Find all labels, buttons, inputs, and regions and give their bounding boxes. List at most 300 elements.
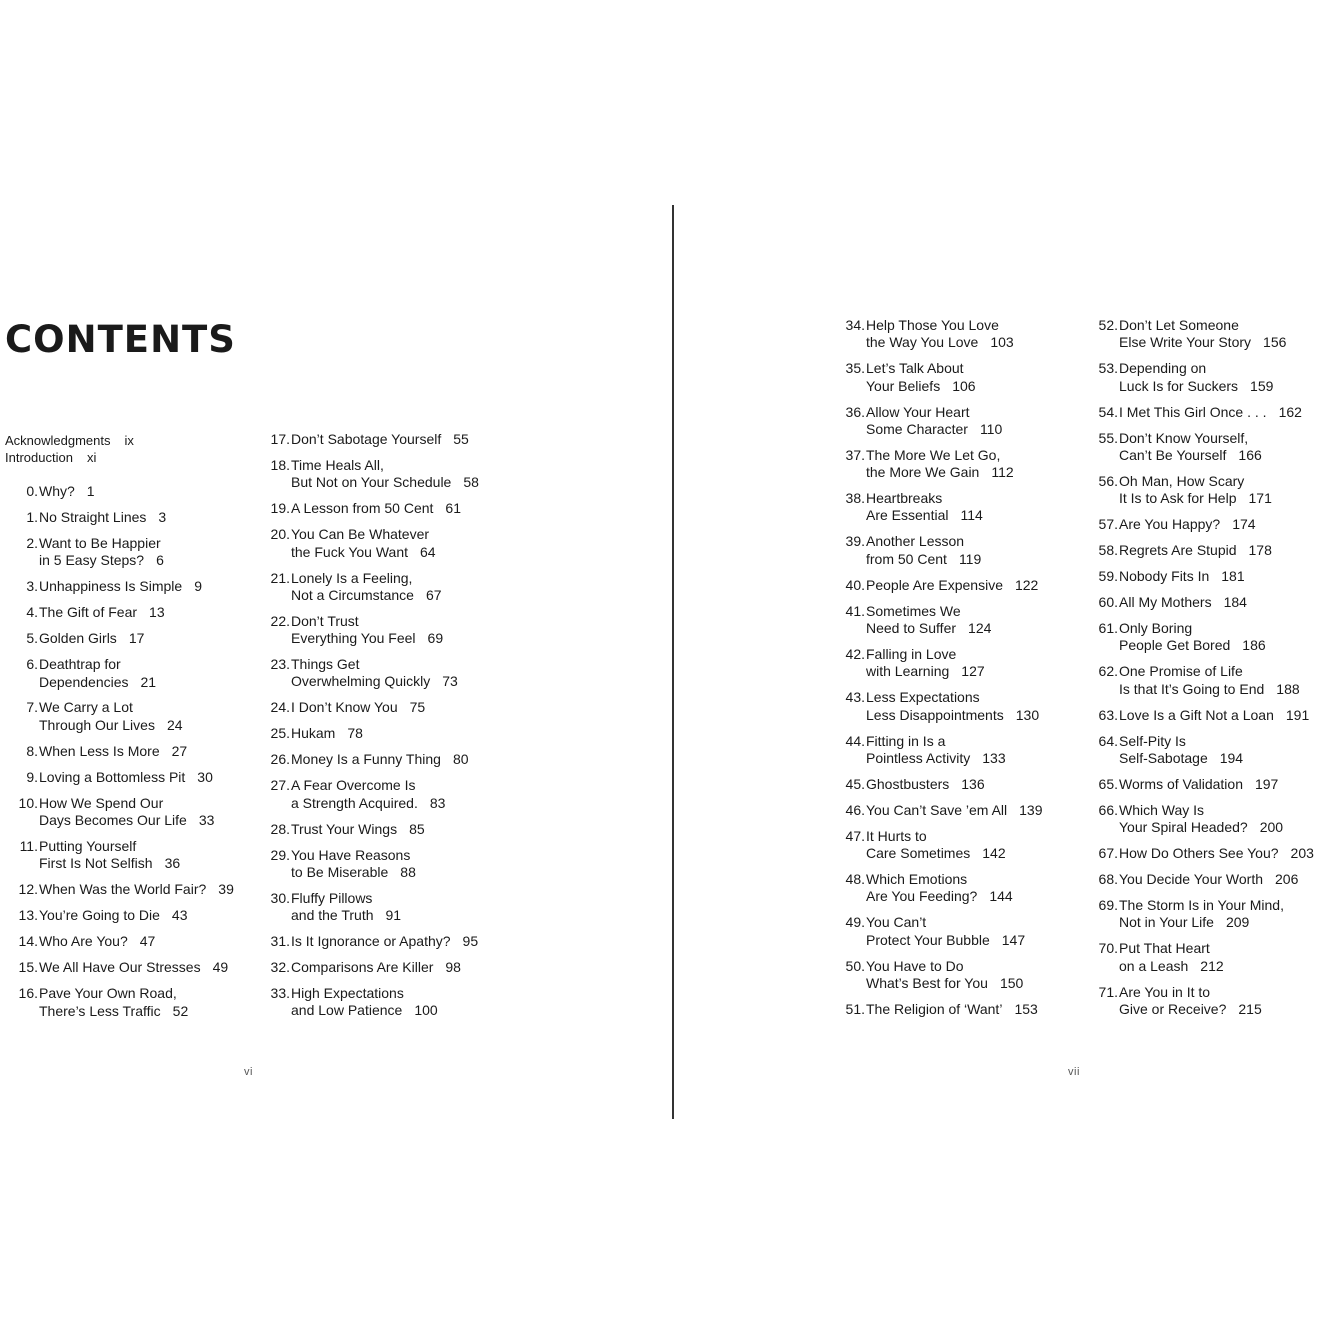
- chapter-number: 56.: [1098, 472, 1118, 489]
- chapter-title: [39, 769, 213, 786]
- chapter-title: [39, 630, 144, 647]
- chapter-title-text: the Fuck You Want: [291, 543, 408, 560]
- chapter-title-text: Self-Pity Is: [1119, 732, 1186, 749]
- chapter-number: 53.: [1098, 360, 1118, 377]
- chapter-page-number: 174: [1232, 516, 1256, 533]
- chapter-title-line: [291, 985, 438, 1002]
- chapter-title-line: [39, 604, 165, 621]
- chapter-title: [39, 795, 214, 830]
- chapter-title-line: [1119, 594, 1247, 611]
- chapter-title-text: You Have to Do: [866, 957, 964, 974]
- chapter-title-line: [866, 577, 1038, 594]
- chapter-title-line: [866, 378, 976, 395]
- chapter-title-line: [291, 821, 425, 838]
- chapter-page-number: 36: [164, 855, 181, 872]
- chapter-title-text: Comparisons Are Killer: [291, 959, 434, 976]
- page-title: CONTENTS: [5, 318, 236, 361]
- chapter-number: 57.: [1098, 516, 1118, 533]
- chapter-title: [1119, 360, 1273, 395]
- chapter-title: [39, 907, 187, 924]
- chapter-title-line: [291, 933, 478, 950]
- chapter-page-number: 27: [171, 742, 188, 759]
- chapter-title-line: [866, 845, 1006, 862]
- chapter-title-text: on a Leash: [1119, 957, 1189, 974]
- chapter-page-number: 13: [149, 604, 165, 621]
- chapter-number: 28.: [270, 820, 290, 837]
- chapter-title-line: [866, 802, 1042, 819]
- chapter-title: [866, 603, 991, 638]
- page-gutter: [672, 205, 674, 1119]
- front-matter-label: Acknowledgments: [5, 433, 111, 448]
- chapter-number: 39.: [845, 533, 865, 550]
- chapter-title-text: Need to Suffer: [866, 619, 957, 636]
- chapter-title-text: Days Becomes Our Life: [39, 812, 187, 829]
- chapter-title-text: Are You Happy?: [1119, 516, 1221, 533]
- chapter-title: [1119, 776, 1278, 793]
- chapter-page-number: 197: [1254, 775, 1279, 792]
- chapter-number: 61.: [1098, 620, 1118, 637]
- chapter-title-text: Unhappiness Is Simple: [39, 578, 183, 595]
- chapter-number: 54.: [1098, 403, 1118, 420]
- chapter-title: [291, 431, 469, 448]
- chapter-title-line: [39, 535, 164, 552]
- chapter-number: 0.: [26, 483, 38, 499]
- chapter-title-line: [866, 317, 1014, 334]
- chapter-title-line: [39, 795, 214, 812]
- chapter-title: [39, 509, 166, 526]
- chapter-title-text: Self-Sabotage: [1119, 749, 1208, 766]
- chapter-title-line: [866, 707, 1039, 724]
- chapter-title: [291, 821, 425, 838]
- chapter-title: [39, 578, 202, 595]
- chapter-title-text: A Lesson from 50 Cent: [291, 500, 434, 517]
- chapter-page-number: 21: [140, 673, 157, 690]
- chapter-title-line: [291, 673, 458, 690]
- chapter-page-number: 98: [445, 959, 461, 976]
- chapter-number: 40.: [845, 576, 865, 593]
- chapter-title-text: The Religion of ‘Want’: [866, 1000, 1003, 1017]
- chapter-page-number: 178: [1248, 542, 1272, 559]
- chapter-title-line: [866, 932, 1025, 949]
- chapter-page-number: 95: [462, 933, 479, 950]
- chapter-page-number: 171: [1248, 490, 1272, 507]
- chapter-title-line: [1119, 845, 1314, 862]
- chapter-page-number: 75: [409, 699, 426, 716]
- chapter-title-line: [39, 630, 144, 647]
- chapter-title-line: [291, 847, 416, 864]
- chapter-page-number: 17: [128, 630, 145, 647]
- chapter-title: [866, 958, 1023, 993]
- chapter-title-text: Not a Circumstance: [291, 586, 414, 603]
- chapter-number: 36.: [845, 403, 865, 420]
- chapter-page-number: 114: [960, 507, 983, 524]
- chapter-title-line: [1119, 733, 1243, 750]
- chapter-title: [1119, 542, 1272, 559]
- chapter-title-line: [39, 1003, 188, 1020]
- chapter-number: 60.: [1098, 594, 1118, 611]
- chapter-title: [291, 656, 458, 691]
- chapter-page-number: 159: [1250, 377, 1274, 394]
- chapter-title-line: [1119, 707, 1309, 724]
- chapter-title-line: [1119, 473, 1272, 490]
- chapter-title-text: Only Boring: [1119, 620, 1193, 637]
- chapter-title-text: Allow Your Heart: [866, 403, 970, 420]
- chapter-title: [39, 959, 228, 976]
- chapter-title-line: [866, 776, 985, 793]
- chapter-title-text: Regrets Are Stupid: [1119, 542, 1237, 559]
- chapter-number: 9.: [26, 768, 38, 785]
- chapter-title-text: How Do Others See You?: [1119, 845, 1279, 862]
- chapter-title: [866, 1001, 1038, 1018]
- chapter-number: 65.: [1098, 775, 1118, 792]
- chapter-page-number: 188: [1276, 680, 1300, 697]
- chapter-title-line: [39, 959, 228, 976]
- chapter-number: 41.: [845, 602, 865, 619]
- chapter-title: [39, 985, 188, 1020]
- chapter-title: [291, 457, 479, 492]
- chapter-title-line: [291, 959, 461, 976]
- chapter-title-line: [39, 717, 183, 734]
- chapter-page-number: 52: [172, 1002, 189, 1019]
- chapter-title: [291, 699, 425, 716]
- chapter-title-line: [866, 958, 1023, 975]
- front-matter-item[interactable]: [5, 432, 134, 449]
- chapter-title: [291, 751, 469, 768]
- chapter-title: [39, 933, 155, 950]
- chapter-title-line: [291, 431, 469, 448]
- chapter-title-text: Are You Feeding?: [866, 888, 978, 905]
- chapter-page-number: 58: [463, 474, 479, 491]
- chapter-title: [1119, 802, 1283, 837]
- chapter-title-text: Don’t Trust: [291, 612, 359, 629]
- chapter-title-line: [1119, 750, 1243, 767]
- chapter-number: 31.: [270, 933, 290, 950]
- chapter-number: 12.: [18, 881, 38, 898]
- chapter-page-number: 112: [991, 464, 1014, 481]
- chapter-title-text: Deathtrap for: [39, 656, 121, 673]
- chapter-title-line: [39, 838, 180, 855]
- chapter-title-line: [866, 507, 983, 524]
- chapter-title-text: One Promise of Life: [1119, 663, 1243, 680]
- chapter-page-number: 3: [158, 508, 167, 525]
- chapter-title-text: Sometimes We: [866, 602, 961, 619]
- chapter-number: 34.: [845, 317, 865, 333]
- chapter-title-text: Love Is a Gift Not a Loan: [1119, 706, 1274, 723]
- chapter-title-text: Why?: [39, 483, 75, 499]
- chapter-title-line: [866, 733, 1006, 750]
- chapter-title-line: [291, 777, 445, 794]
- chapter-title-line: [39, 985, 188, 1002]
- front-matter-page: xi: [86, 450, 97, 465]
- chapter-title-line: [1119, 568, 1245, 585]
- chapter-page-number: 80: [452, 751, 469, 768]
- chapter-title-line: [39, 578, 202, 595]
- chapter-title-line: [291, 587, 442, 604]
- chapter-title-line: [1119, 776, 1278, 793]
- chapter-title-line: [39, 483, 95, 500]
- chapter-title-text: You Can’t: [866, 914, 927, 931]
- chapter-page-number: 61: [445, 500, 461, 517]
- chapter-title-text: Trust Your Wings: [291, 820, 398, 837]
- chapter-page-number: 39: [218, 881, 234, 898]
- chapter-title-line: [291, 457, 479, 474]
- chapter-title: [1119, 568, 1245, 585]
- chapter-page-number: 78: [347, 725, 363, 742]
- chapter-number: 67.: [1098, 845, 1118, 862]
- chapter-page-number: 150: [999, 974, 1024, 991]
- chapter-title-text: Less Disappointments: [866, 706, 1004, 723]
- chapter-title: [291, 500, 461, 517]
- chapter-title-text: You Decide Your Worth: [1119, 871, 1263, 888]
- front-matter-page: ix: [124, 433, 134, 448]
- chapter-title-text: Want to Be Happier: [39, 534, 161, 551]
- chapter-title-text: Give or Receive?: [1119, 1000, 1227, 1017]
- chapter-page-number: 139: [1019, 801, 1043, 818]
- chapter-title-text: Your Spiral Headed?: [1119, 819, 1248, 836]
- chapter-page-number: 91: [385, 907, 402, 924]
- chapter-title-line: [1119, 819, 1283, 836]
- chapter-number: 47.: [845, 827, 865, 844]
- chapter-title-text: It Is to Ask for Help: [1119, 490, 1237, 507]
- chapter-page-number: 24: [166, 716, 183, 733]
- chapter-title-text: Not in Your Life: [1119, 914, 1214, 931]
- front-matter-item[interactable]: [5, 449, 134, 466]
- chapter-title-line: [1119, 681, 1300, 698]
- chapter-page-number: 144: [989, 888, 1013, 905]
- chapter-title-text: When Less Is More: [39, 742, 160, 759]
- chapter-title-line: [1119, 984, 1262, 1001]
- chapter-title-line: [866, 663, 985, 680]
- chapter-title-text: I Don’t Know You: [291, 699, 398, 716]
- chapter-title: [866, 490, 983, 525]
- chapter-title-text: There’s Less Traffic: [39, 1002, 161, 1019]
- chapter-title-line: [291, 751, 469, 768]
- chapter-title-line: [1119, 317, 1286, 334]
- chapter-page-number: 100: [414, 1002, 438, 1019]
- chapter-title: [291, 725, 363, 742]
- chapter-page-number: 6: [156, 552, 164, 569]
- chapter-title-line: [39, 699, 183, 716]
- chapter-page-number: 194: [1219, 749, 1244, 766]
- chapter-number: 45.: [845, 775, 865, 792]
- chapter-title: [1119, 845, 1314, 862]
- chapter-title-text: Golden Girls: [39, 630, 117, 647]
- chapter-title-line: [39, 674, 156, 691]
- chapter-page-number: 203: [1290, 845, 1314, 862]
- chapter-number: 43.: [845, 689, 865, 706]
- chapter-title-line: [1119, 360, 1273, 377]
- chapter-title-line: [866, 603, 991, 620]
- chapter-title-text: Putting Yourself: [39, 838, 137, 855]
- chapter-title-text: Pointless Activity: [866, 749, 971, 766]
- chapter-title: [866, 360, 976, 395]
- chapter-title-text: You Have Reasons: [291, 846, 411, 863]
- chapter-title-line: [291, 500, 461, 517]
- chapter-title: [291, 526, 436, 561]
- chapter-title-text: Worms of Validation: [1119, 775, 1243, 792]
- chapter-title-text: Are You in It to: [1119, 983, 1211, 1000]
- chapter-number: 24.: [270, 699, 290, 716]
- chapter-number: 7.: [26, 699, 38, 716]
- chapter-title-text: Everything You Feel: [291, 630, 416, 647]
- front-matter-label: Introduction: [5, 450, 73, 465]
- chapter-title: [39, 656, 156, 691]
- chapter-page-number: 215: [1238, 1000, 1262, 1017]
- chapter-title-line: [866, 689, 1039, 706]
- chapter-number: 51.: [845, 1000, 865, 1017]
- chapter-title-line: [1119, 378, 1273, 395]
- chapter-title: [39, 483, 95, 500]
- chapter-number: 71.: [1098, 983, 1118, 1000]
- chapter-page-number: 162: [1278, 403, 1302, 420]
- chapter-title: [1119, 984, 1262, 1019]
- chapter-title-text: Fluffy Pillows: [291, 889, 373, 906]
- chapter-page-number: 69: [427, 630, 444, 647]
- chapter-title-text: Is that It’s Going to End: [1119, 680, 1265, 697]
- chapter-title-text: Don’t Let Someone: [1119, 317, 1239, 333]
- chapter-title-text: the More We Gain: [866, 464, 980, 481]
- chapter-title-line: [291, 544, 436, 561]
- chapter-number: 27.: [270, 777, 290, 794]
- chapter-number: 19.: [270, 500, 290, 517]
- chapter-title-text: Which Way Is: [1119, 801, 1205, 818]
- chapter-title-text: Oh Man, How Scary: [1119, 472, 1245, 489]
- chapter-page-number: 73: [442, 673, 458, 690]
- chapter-title-text: the Way You Love: [866, 334, 979, 351]
- chapter-title-line: [866, 464, 1014, 481]
- chapter-title: [866, 802, 1042, 819]
- chapter-title-text: Heartbreaks: [866, 490, 943, 507]
- chapter-title-text: Fitting in Is a: [866, 732, 946, 749]
- chapter-number: 8.: [26, 742, 38, 759]
- chapter-title: [39, 535, 164, 570]
- chapter-number: 1.: [26, 508, 38, 525]
- chapter-title-line: [291, 725, 363, 742]
- chapter-title-line: [39, 656, 156, 673]
- chapter-title-text: Don’t Sabotage Yourself: [291, 431, 442, 447]
- chapter-page-number: 124: [968, 619, 992, 636]
- chapter-title-text: Through Our Lives: [39, 716, 155, 733]
- chapter-title-line: [866, 404, 1002, 421]
- chapter-title: [1119, 317, 1286, 352]
- chapter-title: [1119, 430, 1262, 465]
- chapter-title-line: [39, 855, 180, 872]
- chapter-title-line: [866, 447, 1014, 464]
- chapter-number: 15.: [18, 959, 38, 976]
- chapter-number: 50.: [845, 957, 865, 974]
- front-matter: [5, 432, 134, 466]
- chapter-title-text: Ghostbusters: [866, 775, 950, 792]
- chapter-page-number: 184: [1223, 594, 1247, 611]
- chapter-title-text: and the Truth: [291, 907, 374, 924]
- chapter-title-line: [291, 613, 443, 630]
- chapter-number: 30.: [270, 889, 290, 906]
- chapter-title-text: The More We Let Go,: [866, 446, 1001, 463]
- chapter-title: [866, 577, 1038, 594]
- chapter-title-line: [39, 509, 166, 526]
- chapter-title: [39, 699, 183, 734]
- chapter-title-text: Is It Ignorance or Apathy?: [291, 933, 451, 950]
- chapter-title-line: [39, 933, 155, 950]
- chapter-title: [1119, 733, 1243, 768]
- chapter-page-number: 64: [420, 543, 436, 560]
- chapter-number: 32.: [270, 959, 290, 976]
- chapter-title-line: [1119, 1001, 1262, 1018]
- chapter-title-text: Else Write Your Story: [1119, 334, 1252, 351]
- chapter-page-number: 122: [1014, 576, 1039, 593]
- chapter-page-number: 47: [139, 933, 156, 950]
- chapter-page-number: 206: [1275, 871, 1299, 888]
- chapter-title: [291, 985, 438, 1020]
- chapter-title: [291, 570, 442, 605]
- right-page: [675, 0, 1325, 1325]
- chapter-title-line: [1119, 516, 1256, 533]
- chapter-title: [1119, 897, 1284, 932]
- chapter-title-line: [291, 656, 458, 673]
- chapter-title-text: Money Is a Funny Thing: [291, 751, 441, 768]
- chapter-title: [866, 646, 985, 681]
- chapter-title-line: [866, 975, 1023, 992]
- chapter-title-text: Luck Is for Suckers: [1119, 377, 1239, 394]
- chapter-title-line: [866, 551, 981, 568]
- chapter-title-line: [1119, 802, 1283, 819]
- chapter-title-text: Less Expectations: [866, 689, 980, 706]
- chapter-title-line: [866, 888, 1013, 905]
- chapter-title: [291, 933, 478, 950]
- chapter-number: 5.: [26, 630, 38, 647]
- chapter-number: 62.: [1098, 663, 1118, 680]
- chapter-title-text: We Carry a Lot: [39, 699, 133, 716]
- chapter-title-line: [291, 570, 442, 587]
- chapter-title-text: Overwhelming Quickly: [291, 673, 431, 690]
- chapter-number: 3.: [26, 578, 38, 595]
- chapter-page-number: 186: [1242, 637, 1266, 654]
- chapter-title-text: a Strength Acquired.: [291, 794, 418, 811]
- chapter-title-text: Another Lesson: [866, 533, 965, 550]
- chapter-page-number: 130: [1015, 706, 1040, 723]
- chapter-page-number: 103: [990, 334, 1014, 351]
- chapter-page-number: 1: [86, 483, 95, 499]
- chapter-title-line: [866, 646, 985, 663]
- chapter-number: 69.: [1098, 897, 1118, 914]
- chapter-title-line: [291, 526, 436, 543]
- chapter-title-line: [291, 890, 401, 907]
- chapter-number: 25.: [270, 725, 290, 742]
- chapter-title-text: You Can Be Whatever: [291, 526, 430, 543]
- chapter-number: 55.: [1098, 429, 1118, 446]
- chapter-number: 66.: [1098, 801, 1118, 818]
- chapter-title-line: [39, 907, 187, 924]
- chapter-title-line: [1119, 914, 1284, 931]
- chapter-number: 48.: [845, 871, 865, 888]
- chapter-title-text: First Is Not Selfish: [39, 855, 153, 872]
- chapter-title-line: [291, 474, 479, 491]
- chapter-title-text: A Fear Overcome Is: [291, 777, 416, 794]
- chapter-title-text: You Can’t Save ’em All: [866, 801, 1008, 818]
- chapter-title: [39, 743, 187, 760]
- chapter-title-line: [291, 907, 401, 924]
- chapter-number: 17.: [270, 431, 290, 447]
- chapter-title-line: [1119, 637, 1266, 654]
- chapter-title-text: and Low Patience: [291, 1002, 403, 1019]
- chapter-title: [866, 533, 981, 568]
- chapter-number: 42.: [845, 645, 865, 662]
- chapter-number: 64.: [1098, 732, 1118, 749]
- chapter-title-text: Don’t Know Yourself,: [1119, 429, 1249, 446]
- chapter-title-text: The Storm Is in Your Mind,: [1119, 897, 1284, 914]
- chapter-title-text: People Are Expensive: [866, 576, 1003, 593]
- chapter-title-text: Your Beliefs: [866, 377, 941, 394]
